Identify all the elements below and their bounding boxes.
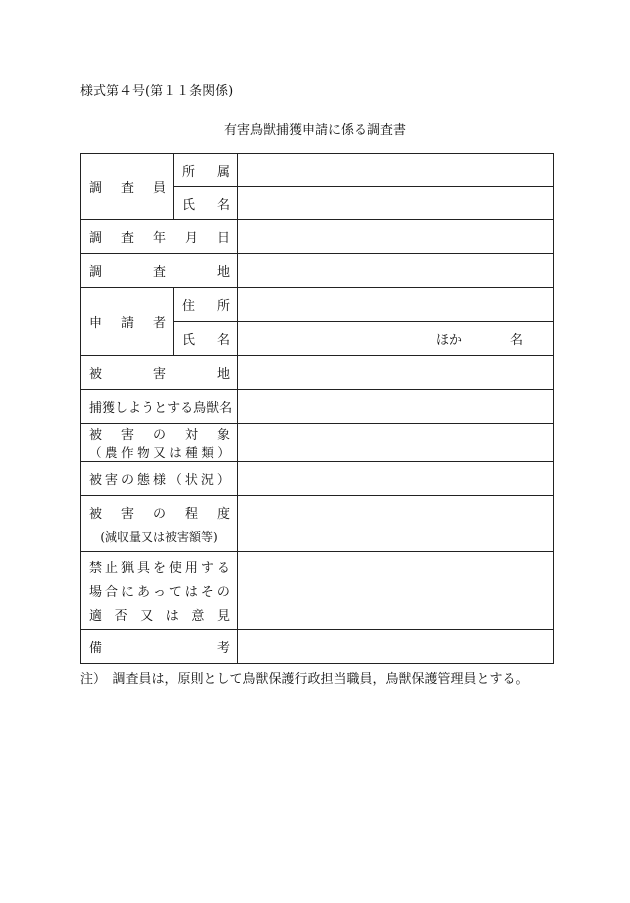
label-address: 住 所 [174,288,238,322]
damage-degree-field[interactable] [238,496,554,552]
survey-date-field[interactable] [238,220,554,254]
form-number: 様式第４号(第１１条関係) [80,84,234,99]
footnote: 注） 調査員は，原則として鳥獣保護行政担当職員，鳥獣保護管理員とする。 [80,672,529,687]
label-damage-target: 被 害 の 対 象 （ 農 作 物 又 は 種 類 ） [81,424,238,462]
others-suffix: 名 [509,333,523,348]
label-applicant-name: 氏 名 [174,322,238,356]
document-title: 有害鳥獣捕獲申請に係る調査書 [223,123,406,138]
label-affiliation: 所 属 [174,154,238,187]
damage-target-field[interactable] [238,424,554,462]
label-damage-state: 被 害 の 態 様 （ 状 況 ） [81,462,238,496]
investigator-name-field[interactable] [238,187,554,220]
affiliation-field[interactable] [238,154,554,187]
label-survey-date: 調 査 年 月 日 [81,220,238,254]
damage-state-field[interactable] [238,462,554,496]
label-applicant: 申 請 者 [81,288,174,356]
remarks-field[interactable] [238,630,554,664]
label-target-animal: 捕 獲 し よ う と す る 鳥 獣 名 [81,390,238,424]
label-damage-degree: 被 害 の 程 度 (減収量又は被害額等) [81,496,238,552]
survey-form-table [80,153,554,664]
applicant-address-field[interactable] [238,288,554,322]
label-investigator-name: 氏 名 [174,187,238,220]
label-investigator [81,154,174,220]
prohibited-tools-field[interactable] [238,552,554,630]
investigator-label: 調 査 員 [89,181,166,196]
damage-place-field[interactable] [238,356,554,390]
others-prefix: ほか [435,333,462,348]
applicant-name-field[interactable] [238,322,554,356]
label-prohibited-tools: 禁 止 猟 具 を 使 用 す る 場 合 に あ っ て は そ の 適 否 又 は 意 見 [81,552,238,630]
target-animal-field[interactable] [238,390,554,424]
survey-place-field[interactable] [238,254,554,288]
label-damage-place: 被 害 地 [81,356,238,390]
label-remarks: 備 考 [81,630,238,664]
label-survey-place: 調 査 地 [81,254,238,288]
damage-degree-sub: (減収量又は被害額等) [100,529,218,544]
